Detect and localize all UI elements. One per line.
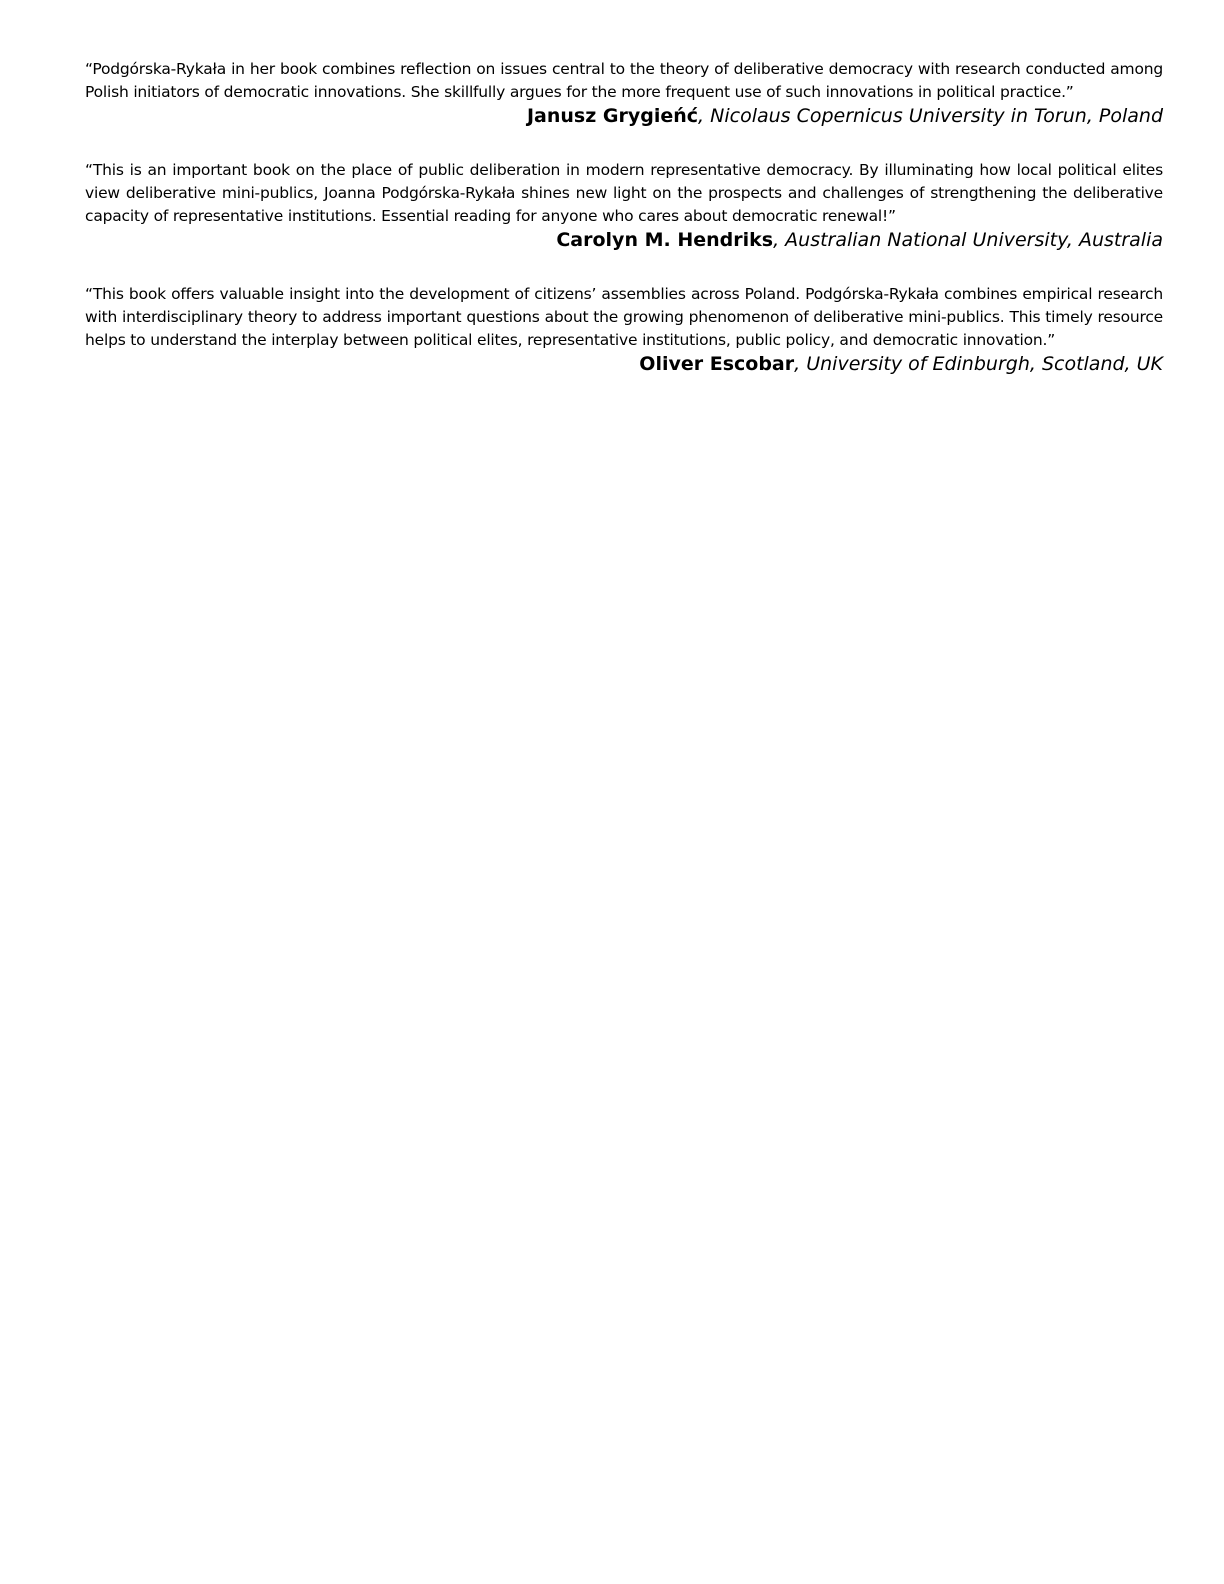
endorsement-author: Janusz Grygieńć [526, 105, 699, 127]
endorsements-page [85, 58, 1163, 407]
endorsement-affiliation: , University of Edinburgh, Scotland, UK [794, 353, 1163, 375]
endorsement-affiliation: , Nicolaus Copernicus University in Torun, Poland [698, 105, 1163, 127]
endorsement-quote: “This book offers valuable insight into the development of citizens’ assemblies across Poland. Podgórska-Rykała combines empirical research with interdisciplinary theory to address important questions about the growing phenomenon of deliberative mini-publics. This timely resource helps to understand the interplay between political elites, representative institutions, public policy, and democratic innovation.” [85, 285, 1163, 349]
endorsement-2 [85, 159, 1163, 252]
endorsement-1 [85, 58, 1163, 128]
endorsement-author: Oliver Escobar [639, 353, 795, 375]
endorsement-author: Carolyn M. Hendriks [556, 229, 774, 251]
endorsement-quote: “Podgórska-Rykała in her book combines reflection on issues central to the theory of deliberative democracy with research conducted among Polish initiators of democratic innovations. She skillfully argues for the more frequent use of such innovations in political practice.” [85, 60, 1163, 101]
endorsement-quote: “This is an important book on the place of public deliberation in modern representative democracy. By illuminating how local political elites view deliberative mini-publics, Joanna Podgórska-Rykała shines new light on the prospects and challenges of strengthening the deliberative capacity of representative institutions. Essential reading for anyone who cares about democratic renewal!” [85, 161, 1163, 225]
endorsement-attribution [85, 104, 1163, 128]
endorsement-attribution [85, 228, 1163, 252]
endorsement-affiliation: , Australian National University, Australia [773, 229, 1163, 251]
endorsement-3 [85, 283, 1163, 376]
endorsement-attribution [85, 352, 1163, 376]
